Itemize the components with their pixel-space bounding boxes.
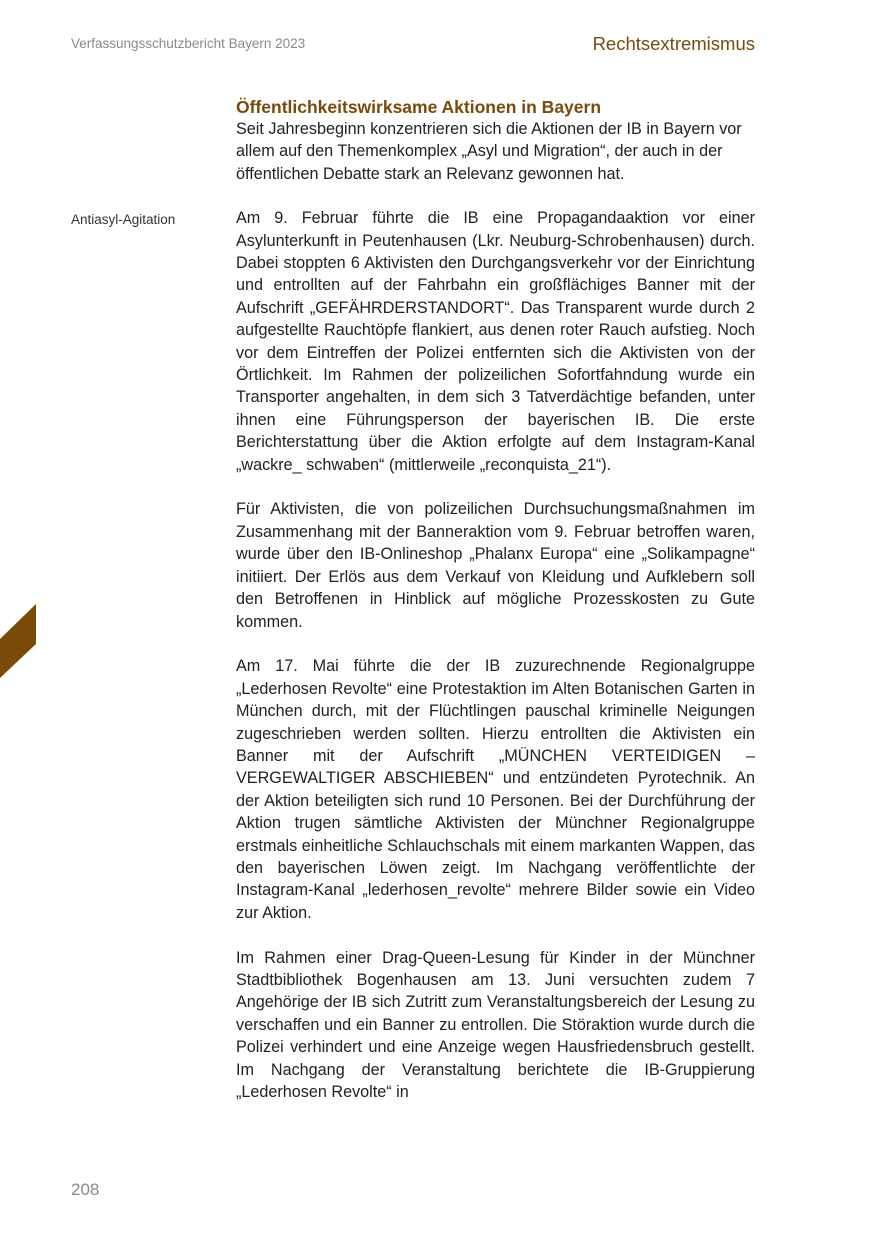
paragraph-4: Im Rahmen einer Drag-Queen-Lesung für Kinder in der Münchner Stadtbibliothek Bogenhausen am 13. Juni versuchten zudem 7 Angehörige der IB sich Zutritt zum Veranstaltungsbereich der Lesung zu verschaffen und ein Banner zu entrollen. Die Störaktion wurde durch die Polizei verhindert und eine Anzeige wegen Hausfriedensbruch gestellt. Im Nachgang der Veranstaltung berichtete die IB-Gruppierung „Lederhosen Revolte“ in [236, 948, 755, 1102]
report-title: Verfassungsschutzbericht Bayern 2023 [71, 36, 306, 51]
paragraph-3: Am 17. Mai führte die der IB zuzurechnende Regionalgruppe „Lederhosen Revolte“ eine Protestaktion im Alten Botanischen Garten in München durch, mit der Flüchtlingen pauschal kriminelle Neigungen zugeschrieben werden sollten. Hierzu entrollten die Aktivisten ein Banner mit der Aufschrift „MÜNCHEN VERTEIDIGEN – VERGEWALTIGER ABSCHIEBEN“ und entzündeten Pyrotechnik. An der Aktion beteiligten sich rund 10 Personen. Bei der Durchführung der Aktion trugen sämtliche Aktivisten der Münchner Regionalgruppe erstmals einheitliche Schlauchschals mit einem markanten Wappen, das den bayerischen Löwen zeigt. Im Nachgang veröffentlichte der Instagram-Kanal „lederhosen_revolte“ mehrere Bilder sowie ein Video zur Aktion. [236, 657, 755, 922]
page-number: 208 [71, 1180, 100, 1199]
section-heading: Öffentlichkeitswirksame Aktionen in Bayern [236, 97, 602, 117]
paragraph-1: Am 9. Februar führte die IB eine Propagandaaktion vor einer Asylunterkunft in Peutenhausen (Lkr. Neuburg-Schrobenhausen) durch. Dabei stoppten 6 Aktivisten den Durchgangsverkehr vor der Einrichtung und entrollten auf der Fahrbahn ein großflächiges Banner mit der Aufschrift „GEFÄHRDERSTANDORT“. Das Transparent wurde durch 2 aufgestellte Rauchtöpfe flankiert, aus denen roter Rauch aufstieg. Noch vor dem Eintreffen der Polizei entfernten sich die Aktivisten von der Örtlichkeit. Im Rahmen der polizeilichen Sofortfahndung wurde ein Transporter angehalten, in dem sich 3 Tatverdächtige befanden, unter ihnen eine Führungsperson der bayerischen IB. Die erste Berichterstattung über die Aktion erfolgte auf dem Instagram-Kanal „wackre_ schwaben“ (mittlerweile „reconquista_21“). [236, 209, 755, 474]
section-intro: Seit Jahresbeginn konzentrieren sich die Aktionen der IB in Bayern vor allem auf den Themenkomplex „Asyl und Migration“, der auch in der öffentlichen Debatte stark an Relevanz gewonnen hat. [236, 120, 742, 183]
margin-note: Antiasyl-Agitation [71, 212, 176, 227]
paragraph-2: Für Aktivisten, die von polizeilichen Durchsuchungsmaßnahmen im Zusammenhang mit der Banneraktion vom 9. Februar betroffen waren, wurde über den IB-Onlineshop „Phalanx Europa“ eine „Solikampagne“ initiiert. Der Erlös aus dem Verkauf von Kleidung und Aufklebern soll den Betroffenen in Hinblick auf mögliche Prozesskosten zu Gute kommen. [236, 500, 755, 631]
chapter-title: Rechtsextremismus [592, 33, 755, 54]
chapter-tab-marker [0, 604, 36, 678]
main-content [236, 96, 755, 1126]
